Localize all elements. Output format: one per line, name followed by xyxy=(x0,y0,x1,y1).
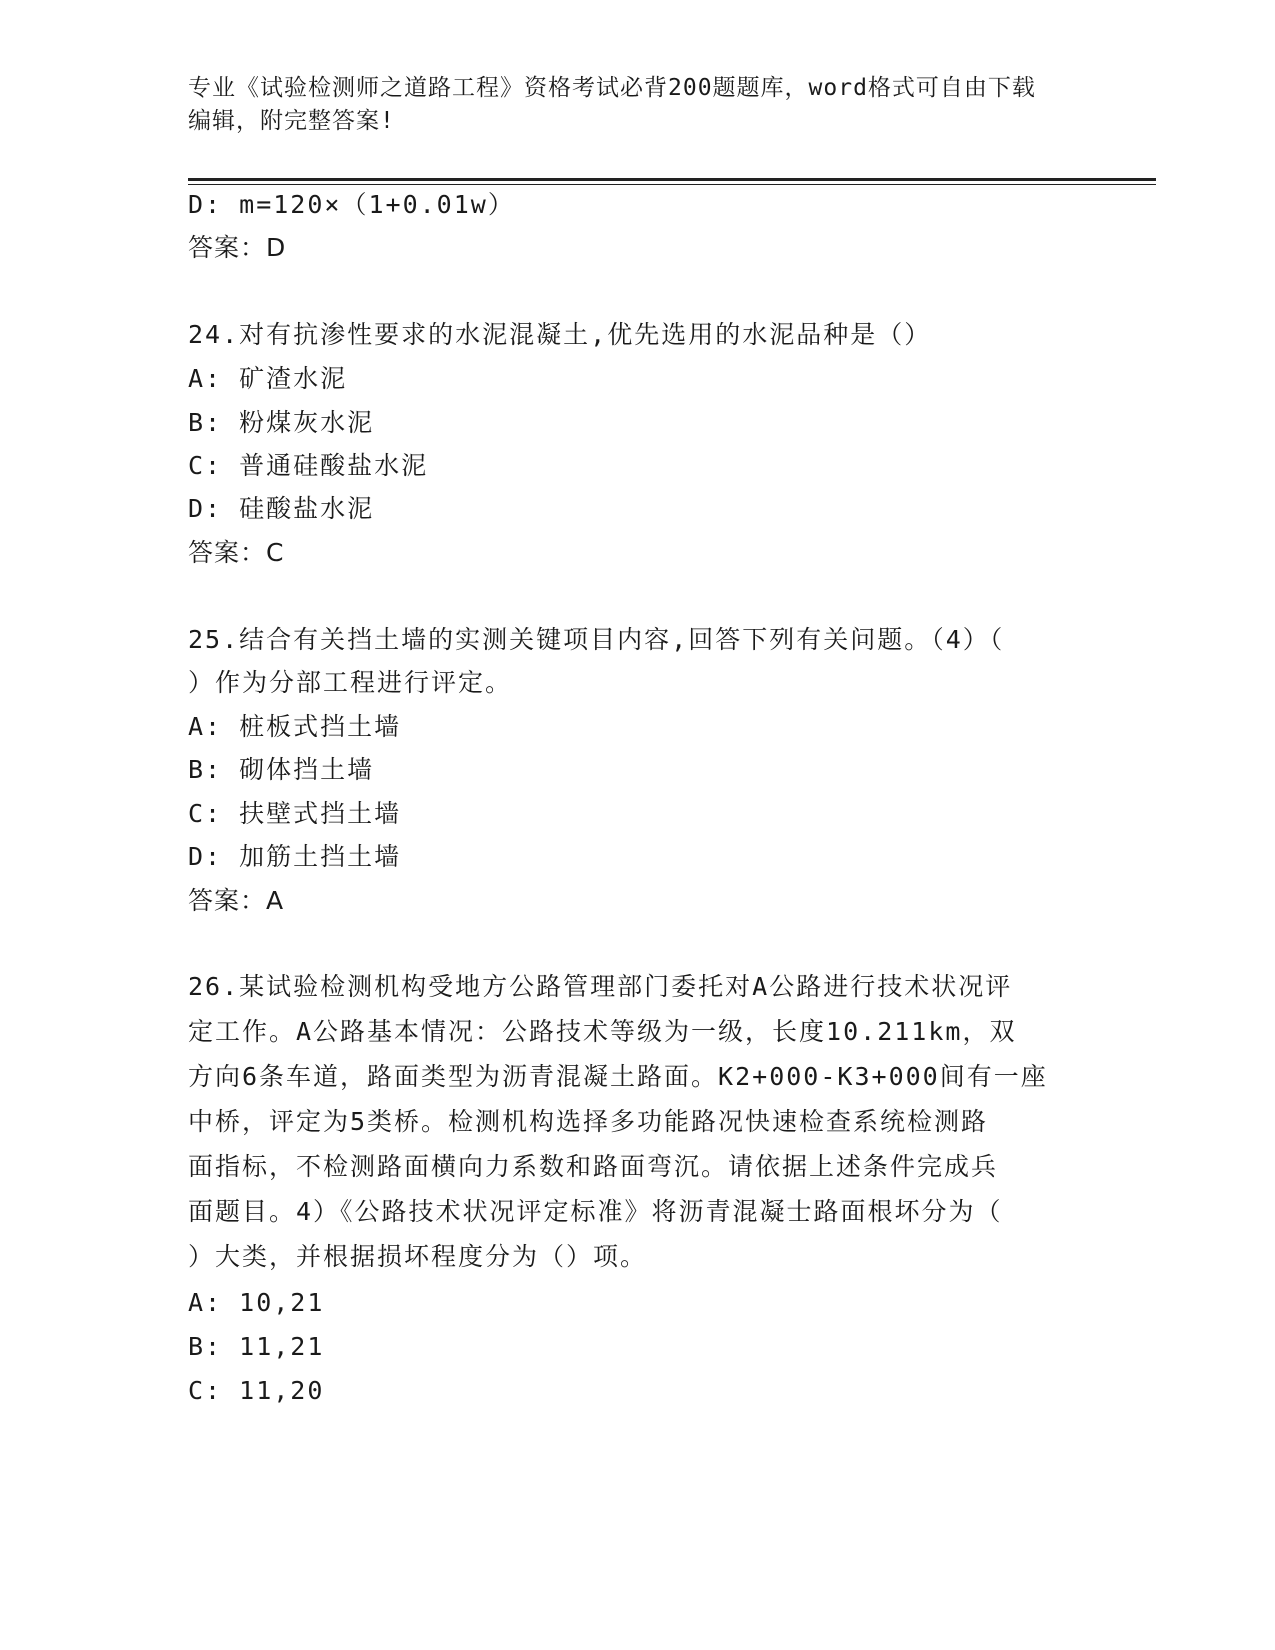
header-divider-thick xyxy=(188,178,1156,181)
q23-answer: 答案：D xyxy=(188,233,287,262)
q26-stem-line2: 定工作。A公路基本情况：公路技术等级为一级，长度10.211km，双 xyxy=(188,1017,1017,1046)
q26-stem-line7: ）大类，并根据损坏程度分为（）项。 xyxy=(188,1242,648,1271)
q25-answer: 答案：A xyxy=(188,886,285,915)
q23-option-d: D: m=120×（1+0.01w） xyxy=(188,190,515,219)
q24-answer: 答案：C xyxy=(188,538,285,567)
q24-option-b: B: 粉煤灰水泥 xyxy=(188,408,375,437)
q25-option-a: A: 桩板式挡土墙 xyxy=(188,712,402,741)
q26-option-a: A: 10,21 xyxy=(188,1288,325,1317)
q25-option-d: D: 加筋土挡土墙 xyxy=(188,842,402,871)
q26-stem-line5: 面指标，不检测路面横向力系数和路面弯沉。请依据上述条件完成兵 xyxy=(188,1152,999,1181)
q25-option-c: C: 扶壁式挡土墙 xyxy=(188,799,402,828)
q26-stem-line1: 26.某试验检测机构受地方公路管理部门委托对A公路进行技术状况评 xyxy=(188,972,1013,1001)
header-divider-thin xyxy=(188,184,1156,185)
q26-stem-line4: 中桥，评定为5类桥。检测机构选择多功能路况快速检查系统检测路 xyxy=(188,1107,989,1136)
document-header xyxy=(188,72,1088,138)
q24-option-c: C: 普通硅酸盐水泥 xyxy=(188,451,429,480)
q25-option-b: B: 砌体挡土墙 xyxy=(188,755,375,784)
q24-stem: 24.对有抗渗性要求的水泥混凝土,优先选用的水泥品种是（） xyxy=(188,320,932,349)
q26-stem-line6: 面题目。4）《公路技术状况评定标准》将沥青混凝士路面根坏分为（ xyxy=(188,1197,1003,1226)
q26-option-c: C: 11,20 xyxy=(188,1376,325,1405)
q26-option-b: B: 11,21 xyxy=(188,1332,325,1361)
q26-stem-line3: 方向6条车道，路面类型为沥青混凝土路面。K2+000-K3+000间有一座 xyxy=(188,1062,1048,1091)
q25-stem-line2: ）作为分部工程进行评定。 xyxy=(188,668,513,697)
header-title-line2: 编辑，附完整答案! xyxy=(188,108,395,134)
q25-stem-line1: 25.结合有关挡土墙的实测关键项目内容,回答下列有关问题。（4）（ xyxy=(188,625,1005,654)
header-title-line1: 专业《试验检测师之道路工程》资格考试必背200题题库，word格式可自由下载 xyxy=(188,75,1036,101)
q24-option-d: D: 硅酸盐水泥 xyxy=(188,494,375,523)
q24-option-a: A: 矿渣水泥 xyxy=(188,364,348,393)
